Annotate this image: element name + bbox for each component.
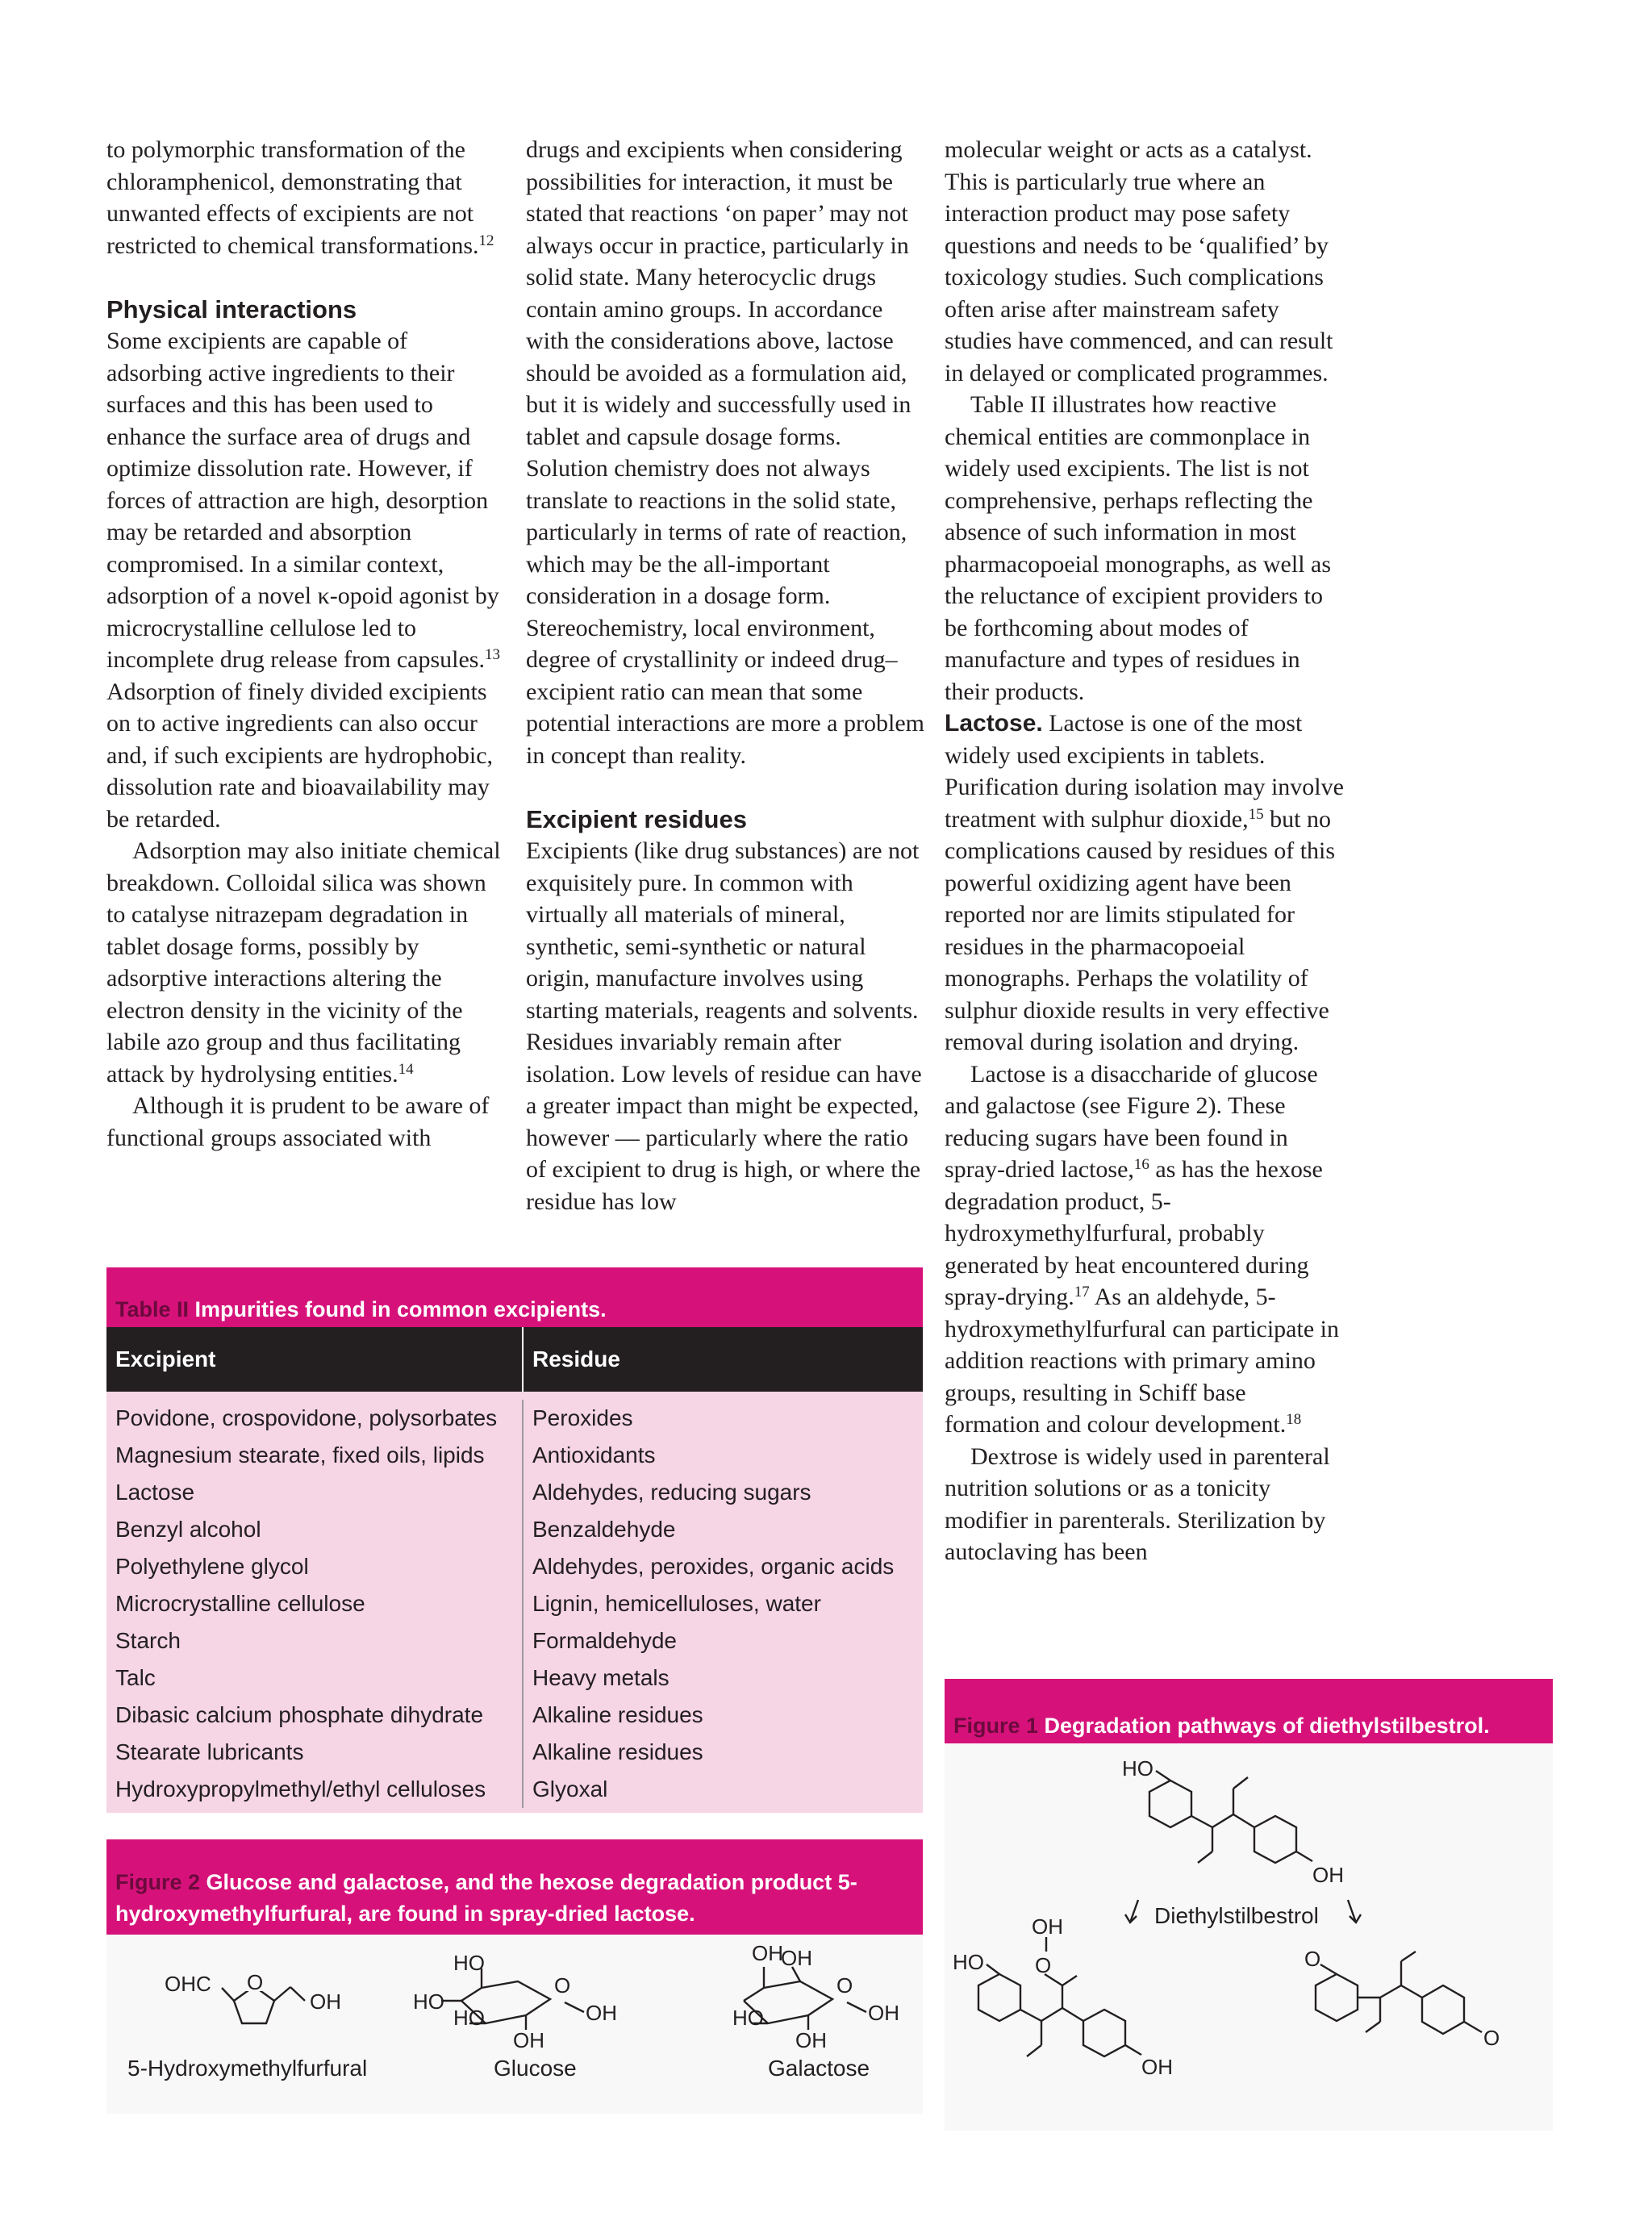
cell-excipient: Stearate lubricants [106,1734,524,1771]
cell-excipient: Benzyl alcohol [106,1511,524,1548]
paragraph: to polymorphic transformation of the chloramphenicol, demonstrating that unwanted effects of excipients are not restricted to chemical transformations.$^{12}$ [106,136,494,259]
table-caption: Table II Impurities found in common excipients. [106,1267,923,1327]
table-row [106,1474,923,1511]
glucose-structure [413,1951,617,2052]
cell-residue: Alkaline residues [532,1739,703,1764]
svg-text:O: O [836,1973,853,1998]
paragraph: Adsorption may also initiate chemical breakdown. Colloidal silica was shown to catalyse nitrazepam degradation in tablet dosage forms, possibly by adsorptive interactions altering the electron density in the vicinity of the labile azo group and thus facilitating attack by hydrolysing entities.$^{14}$ [106,837,501,1088]
cell-residue: Peroxides [532,1405,633,1430]
quinone-product-structure [1304,1947,1500,2050]
reaction-arrow-right [1348,1900,1361,1923]
svg-text:HO: HO [413,1989,444,2014]
svg-text:O: O [1304,1947,1321,1971]
table-row [106,1400,923,1437]
cell-residue: Heavy metals [532,1665,670,1690]
cell-residue: Formaldehyde [532,1628,677,1653]
svg-text:OH: OH [513,2028,544,2052]
paragraph: Table II illustrates how reactive chemical entities are commonplace in widely used excipients. The list is not comprehensive, perhaps reflecting the absence of such information in most pharmacopoeial monographs, as well as the reluctance of excipient providers to be forthcoming about modes of manufacture and types of residues in their products. [945,391,1332,705]
paragraph: Although it is prudent to be aware of functional groups associated with [106,1092,490,1151]
table-row [106,1659,923,1697]
figure-2 [106,1839,923,2114]
svg-text:O: O [1483,2026,1500,2050]
text-column-3 [945,134,1345,1568]
table-row [106,1697,923,1734]
cell-residue: Glyoxal [532,1776,608,1801]
table-row [106,1585,923,1622]
cell-excipient: Polyethylene glycol [106,1548,524,1585]
cell-excipient: Hydroxypropylmethyl/ethyl celluloses [106,1771,524,1808]
svg-text:HO: HO [453,1951,485,1975]
hydroxymethylfurfural-structure [165,1970,341,2023]
cell-excipient: Lactose [106,1474,524,1511]
label-hmf: 5-Hydroxymethylfurfural [127,2056,368,2081]
reaction-arrow-left [1125,1900,1138,1923]
cell-excipient: Povidone, crospovidone, polysorbates [106,1400,524,1437]
svg-text:OH: OH [1032,1914,1063,1939]
table-row [106,1771,923,1808]
column-header-residue: Residue [532,1346,620,1371]
figure-1 [945,1679,1553,2131]
paragraph: Dextrose is widely used in parenteral nutrition solutions or as a tonicity modifier in parenterals. Sterilization by autoclaving has been [945,1442,1330,1565]
svg-text:HO: HO [953,1950,984,1974]
figure-caption: Figure 1 Degradation pathways of diethylstilbestrol. [945,1679,1553,1743]
paragraph: Lactose. Lactose is one of the most widely used excipients in tablets. Purification during isolation may involve treatment with sulphur dioxide,$^{15}$ but no complications caused by residues of this powerful oxidizing agent have been reported nor are limits stipulated for residues in the pharmacopoeial monographs. Perhaps the volatility of sulphur dioxide results in very effective removal during isolation and drying. [945,710,1344,1055]
paragraph: Excipients (like drug substances) are not exquisitely pure. In common with virtually all materials of mineral, synthetic, semi-synthetic or natural origin, manufacture involves using starting materials, reagents and solvents. Residues invariably remain after isolation. Low levels of residue can have a greater impact than might be expected, however — particularly where the ratio of excipient to drug is high, or where the residue has low [526,837,922,1215]
degradation-pathway-drawing [945,1743,1553,2131]
svg-text:OH: OH [1141,2055,1173,2079]
hydroperoxide-product-structure [953,1914,1173,2079]
svg-text:OH: OH [586,2001,617,2025]
paragraph: Lactose is a disaccharide of glucose and galactose (see Figure 2). These reducing sugars have been found in spray-dried lactose,$^{16}$ as has the hexose degradation product, 5-hydroxymethylfurfural, probably generated by heat encountered during spray-drying.$^{17}$ As an aldehyde, 5-hydroxymethylfurfural can participate in addition reactions with primary amino groups, resulting in Schiff base formation and colour development.$^{18}$ [945,1060,1339,1438]
cell-residue: Aldehydes, peroxides, organic acids [532,1554,895,1579]
table-row [106,1437,923,1474]
figure-2-structures [106,1935,923,2114]
paragraph: molecular weight or acts as a catalyst. This is particularly true where an interaction product may pose safety questions and needs to be ‘qualified’ by toxicology studies. Such complications often arise after mainstream safety studies have commenced, and can result in delayed or complicated programmes. [945,136,1333,386]
cell-excipient: Starch [106,1622,524,1659]
galactose-structure [732,1941,899,2052]
cell-excipient: Microcrystalline cellulose [106,1585,524,1622]
label-diethylstilbestrol: Diethylstilbestrol [1154,1903,1319,1928]
table-body [106,1392,923,1813]
svg-text:OH: OH [310,1989,341,2014]
cell-residue: Alkaline residues [532,1702,703,1727]
figure-caption: Figure 2 Glucose and galactose, and the hexose degradation product 5-hydroxymethylfurfural, are found in spray-dried lactose. [106,1839,923,1935]
svg-text:OH: OH [781,1946,812,1970]
svg-text:O: O [247,1970,264,1994]
column-header-excipient: Excipient [106,1327,524,1392]
run-in-heading-lactose: Lactose. [945,710,1043,737]
svg-text:HO: HO [732,2006,764,2030]
table-impurities [106,1267,923,1813]
cell-excipient: Magnesium stearate, fixed oils, lipids [106,1437,524,1474]
paragraph: Some excipients are capable of adsorbing active ingredients to their surfaces and this has been used to enhance the surface area of drugs and optimize dissolution rate. However, if forces of attraction are high, desorption may be retarded and absorption compromised. In a similar context, adsorption of a novel κ-opoid agonist by microcrystalline cellulose led to incomplete drug release from capsules.$^{13}$ Adsorption of finely divided excipients on to active ingredients can also occur and, if such excipients are hydrophobic, dissolution rate and bioavailability may be retarded. [106,328,500,833]
figure-1-structures [945,1743,1553,2131]
svg-text:OH: OH [752,1941,783,1965]
section-heading-excipient-residues: Excipient residues [526,804,747,833]
text-column-2 [526,134,926,1217]
text-column-1 [106,134,507,1154]
cell-residue: Aldehydes, reducing sugars [532,1480,811,1505]
table-row [106,1622,923,1659]
svg-text:OHC: OHC [165,1972,211,1996]
svg-text:O: O [1035,1953,1052,1977]
svg-text:OH: OH [1312,1863,1344,1887]
cell-residue: Benzaldehyde [532,1517,676,1542]
table-row [106,1511,923,1548]
label-glucose: Glucose [494,2056,577,2081]
svg-text:O: O [554,1973,571,1998]
section-heading-physical-interactions: Physical interactions [106,294,357,324]
diethylstilbestrol-structure [1122,1756,1344,1887]
table-row [106,1734,923,1771]
cell-excipient: Talc [106,1659,524,1697]
table-row [106,1548,923,1585]
structures-drawing [106,1935,923,2114]
svg-text:HO: HO [1122,1756,1153,1781]
svg-text:HO: HO [453,2006,485,2030]
cell-residue: Antioxidants [532,1442,656,1467]
svg-text:OH: OH [795,2028,827,2052]
table-header-row [106,1327,923,1392]
paragraph: drugs and excipients when considering possibilities for interaction, it must be stated that reactions ‘on paper’ may not always occur in practice, particularly in solid state. Many heterocyclic drugs contain amino groups. In accordance with the considerations above, lactose should be avoided as a formulation aid, but it is widely and successfully used in tablet and capsule dosage forms. Solution chemistry does not always translate to reactions in the solid state, particularly in terms of rate of reaction, which may be the all-important consideration in a dosage form. Stereochemistry, local environment, degree of crystallinity or indeed drug–excipient ratio can mean that some potential interactions are more a problem in concept than reality. [526,136,924,769]
label-galactose: Galactose [768,2056,870,2081]
svg-text:OH: OH [868,2001,899,2025]
cell-excipient: Dibasic calcium phosphate dihydrate [106,1697,524,1734]
cell-residue: Lignin, hemicelluloses, water [532,1591,821,1616]
